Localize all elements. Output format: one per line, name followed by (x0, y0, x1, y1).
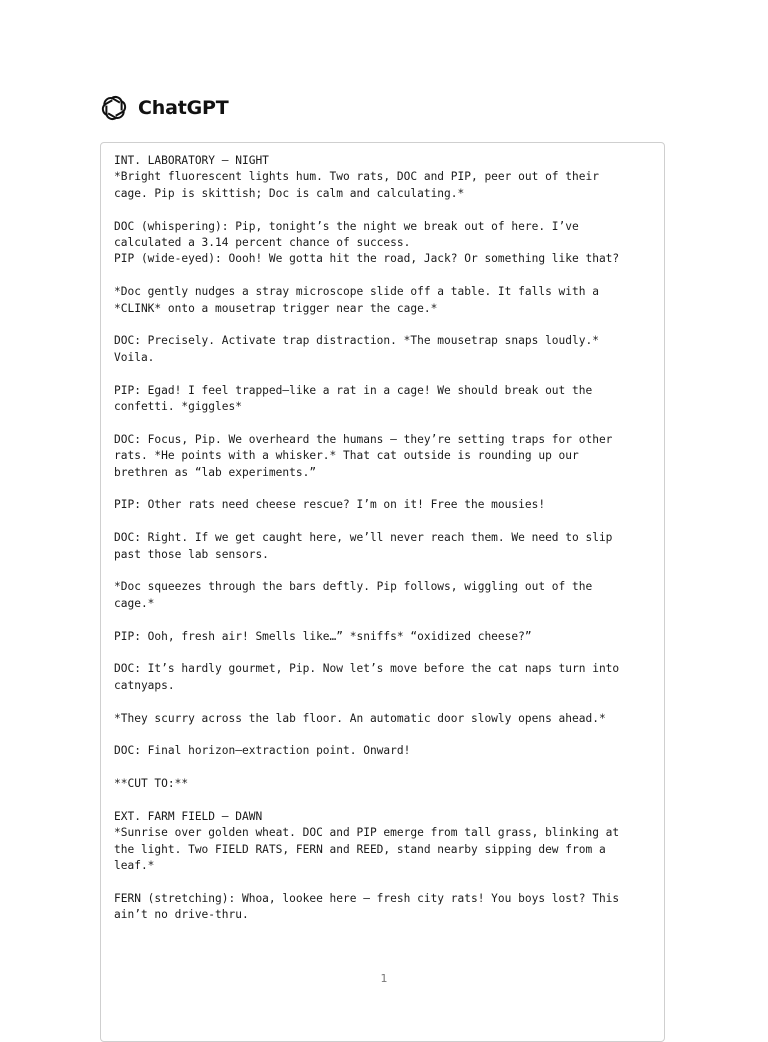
dialogue-paragraph: DOC: It’s hardly gourmet, Pip. Now let’s move before the cat naps turn into catnyaps. (114, 662, 620, 692)
scene-heading-laboratory: INT. LABORATORY – NIGHT *Bright fluorescent lights hum. Two rats, DOC and PIP, peer out of their cage. Pip is skittish; Doc is calm and calculating.* (114, 154, 599, 200)
transition-cut-to: **CUT TO:** (114, 777, 189, 791)
openai-logo-icon (100, 94, 128, 122)
dialogue-paragraph: PIP: Other rats need cheese rescue? I’m on it! Free the mousies! (114, 498, 546, 512)
script-text-box (100, 142, 665, 1042)
action-paragraph: *Doc squeezes through the bars deftly. Pip follows, wiggling out of the cage.* (114, 580, 593, 610)
script-content (114, 153, 654, 940)
page-number: 1 (380, 972, 388, 985)
dialogue-paragraph: DOC: Final horizon—extraction point. Onward! (114, 744, 411, 758)
dialogue-paragraph: DOC: Focus, Pip. We overheard the humans – they’re setting traps for other rats. *He points with a whisker.* That cat outside is rounding up our brethren as “lab experiments.” (114, 432, 613, 479)
dialogue-paragraph: DOC: Right. If we get caught here, we’ll never reach them. We need to slip past those lab sensors. (114, 531, 613, 561)
dialogue-paragraph: DOC: Precisely. Activate trap distraction. *The mousetrap snaps loudly.* Voila. (114, 334, 599, 364)
dialogue-paragraph: PIP: Ooh, fresh air! Smells like…” *sniffs* “oxidized cheese?” (114, 629, 532, 643)
brand-title: ChatGPT (138, 97, 229, 119)
dialogue-paragraph: FERN (stretching): Whoa, lookee here – fresh city rats! You boys lost? This ain’t no drive-thru. (114, 892, 620, 922)
scene-heading-farm-field: EXT. FARM FIELD – DAWN *Sunrise over golden wheat. DOC and PIP emerge from tall grass, blinking at the light. Two FIELD RATS, FERN and REED, stand nearby sipping dew from a leaf.* (114, 810, 620, 873)
dialogue-paragraph: PIP: Egad! I feel trapped—like a rat in a cage! We should break out the confetti. *giggles* (114, 383, 593, 414)
action-paragraph: *They scurry across the lab floor. An automatic door slowly opens ahead.* (114, 711, 606, 725)
dialogue-paragraph: DOC (whispering): Pip, tonight’s the night we break out of here. I’ve calculated a 3.14 percent chance of success. PIP (wide-eyed): Oooh! We gotta hit the road, Jack? Or something like that? (114, 219, 620, 266)
document-header (100, 92, 228, 124)
action-paragraph: *Doc gently nudges a stray microscope slide off a table. It falls with a *CLINK* onto a mousetrap trigger near the cage.* (114, 285, 599, 315)
